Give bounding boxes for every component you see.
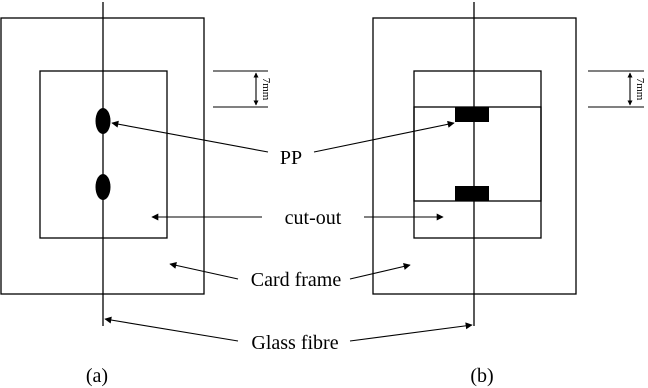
label-pp: PP <box>279 147 303 169</box>
pp-arrow-b <box>314 123 454 152</box>
pp-arrow-a <box>112 123 268 152</box>
dimension-a <box>213 71 272 107</box>
dimension-label-a: 7mm <box>260 77 272 101</box>
pp-bond-b-upper <box>455 107 489 122</box>
pp-bond-a-upper <box>96 108 111 134</box>
dimension-b <box>588 71 646 107</box>
glass-fibre-arrow-a <box>105 319 238 341</box>
caption-a: (a) <box>85 365 109 387</box>
cut-out-b <box>414 71 541 238</box>
pp-bond-b-lower <box>455 186 489 201</box>
label-card-frame: Card frame <box>250 269 342 291</box>
glass-fibre-arrow-b <box>350 325 472 341</box>
label-glass-fibre: Glass fibre <box>251 332 339 354</box>
label-cut-out: cut-out <box>284 207 342 229</box>
caption-b: (b) <box>470 365 494 387</box>
dimension-label-b: 7mm <box>634 77 646 101</box>
panel-b <box>373 2 646 326</box>
pp-bond-a-lower <box>96 174 111 200</box>
card-frame-arrow-b <box>350 265 410 279</box>
